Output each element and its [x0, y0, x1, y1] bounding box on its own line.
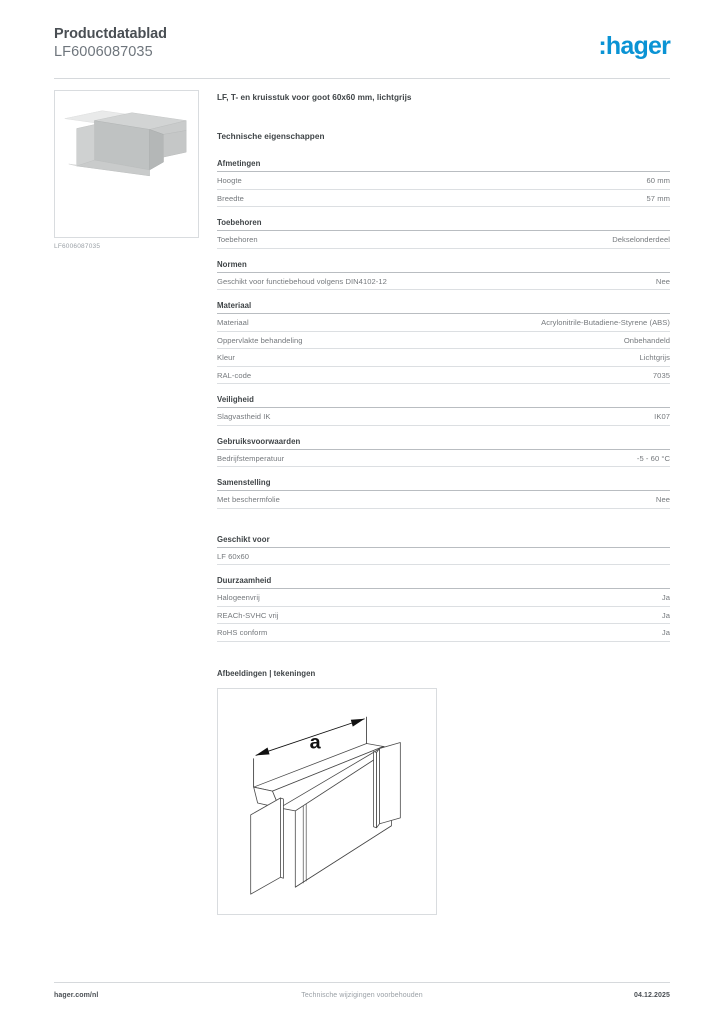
product-photo-illustration	[55, 91, 198, 237]
spec-value: Nee	[655, 276, 670, 286]
spec-row	[217, 589, 670, 607]
spec-row	[217, 231, 670, 249]
page-title: Productdatablad	[54, 26, 167, 42]
spec-group-title: Toebehoren	[217, 218, 670, 231]
spec-row	[217, 408, 670, 426]
dimension-label-a: a	[309, 730, 321, 753]
spec-row	[217, 367, 670, 385]
technical-drawing	[217, 688, 437, 915]
spec-group	[217, 478, 670, 509]
spec-label: Kleur	[217, 353, 235, 362]
spec-value: 60 mm	[646, 176, 670, 185]
spec-label: REACh-SVHC vrij	[217, 610, 279, 620]
product-image	[54, 90, 199, 238]
spec-value: Ja	[661, 628, 670, 637]
spec-value: Ja	[661, 610, 670, 620]
spec-label: Halogeenvrij	[217, 593, 260, 602]
spec-group-title: Materiaal	[217, 301, 670, 314]
spec-row	[217, 491, 670, 509]
spec-row	[217, 349, 670, 367]
spec-label: Slagvastheid IK	[217, 412, 271, 421]
spec-group	[217, 395, 670, 426]
spec-group-title: Duurzaamheid	[217, 576, 670, 589]
page-header	[54, 26, 670, 78]
spec-group	[217, 159, 670, 207]
footer-divider	[54, 982, 670, 983]
spec-row	[217, 607, 670, 625]
spec-value: Onbehandeld	[623, 335, 670, 345]
spec-row	[217, 172, 670, 190]
spec-group-title: Normen	[217, 260, 670, 273]
footer-date: 04.12.2025	[633, 992, 670, 999]
spec-label: RoHS conform	[217, 628, 268, 637]
header-divider	[54, 78, 670, 79]
spec-value: Nee	[655, 495, 670, 504]
specifications-column	[217, 92, 670, 915]
spec-row	[217, 273, 670, 291]
spec-value: Dekselonderdeel	[612, 235, 670, 244]
spec-value: IK07	[654, 412, 670, 421]
spec-group	[217, 260, 670, 291]
technical-drawing-illustration	[218, 689, 436, 914]
spec-group	[217, 535, 670, 566]
spec-label: Toebehoren	[217, 235, 258, 244]
spec-label: Met beschermfolie	[217, 495, 280, 504]
spec-row	[217, 332, 670, 350]
spec-label: Breedte	[217, 193, 244, 203]
spec-group	[217, 576, 670, 642]
technical-properties-heading: Technische eigenschappen	[217, 132, 325, 141]
spec-group	[217, 437, 670, 468]
spec-label: RAL-code	[217, 370, 252, 380]
spec-value: 7035	[652, 370, 670, 380]
spec-group-title: Gebruiksvoorwaarden	[217, 437, 670, 450]
hager-logo: :hager	[598, 32, 670, 60]
product-name: LF, T- en kruisstuk voor goot 60x60 mm, lichtgrijs	[217, 93, 412, 102]
footer-disclaimer: Technische wijzigingen voorbehouden	[301, 992, 423, 999]
spec-group	[217, 218, 670, 249]
spec-group-title: Samenstelling	[217, 478, 670, 491]
spec-value: Ja	[661, 593, 670, 602]
spec-label: LF 60x60	[217, 551, 250, 561]
spec-group-title: Veiligheid	[217, 395, 670, 408]
spec-group-title: Geschikt voor	[217, 535, 670, 548]
spec-row	[217, 624, 670, 642]
spec-label: Geschikt voor functiebehoud volgens DIN4102-12	[217, 276, 387, 286]
spec-value: 57 mm	[646, 193, 670, 203]
spec-row	[217, 450, 670, 468]
spec-value: -5 - 60 °C	[636, 453, 670, 463]
spec-row	[217, 190, 670, 208]
spec-row	[217, 314, 670, 332]
footer-website[interactable]: hager.com/nl	[54, 992, 99, 999]
spec-group-title: Afmetingen	[217, 159, 670, 172]
page-footer	[54, 992, 670, 1006]
spec-label: Oppervlakte behandeling	[217, 335, 303, 345]
spec-value: Acrylonitrile-Butadiene-Styrene (ABS)	[541, 318, 670, 327]
spec-label: Bedrijfstemperatuur	[217, 453, 285, 463]
spec-value: Lichtgrijs	[639, 353, 670, 362]
spec-group	[217, 301, 670, 384]
spec-row	[217, 548, 670, 566]
spec-label: Materiaal	[217, 318, 249, 327]
spec-groups-container	[217, 159, 670, 642]
spec-label: Hoogte	[217, 176, 242, 185]
product-image-caption: LF6006087035	[54, 243, 101, 250]
product-reference: LF6006087035	[54, 44, 153, 60]
drawings-heading: Afbeeldingen | tekeningen	[217, 668, 316, 678]
